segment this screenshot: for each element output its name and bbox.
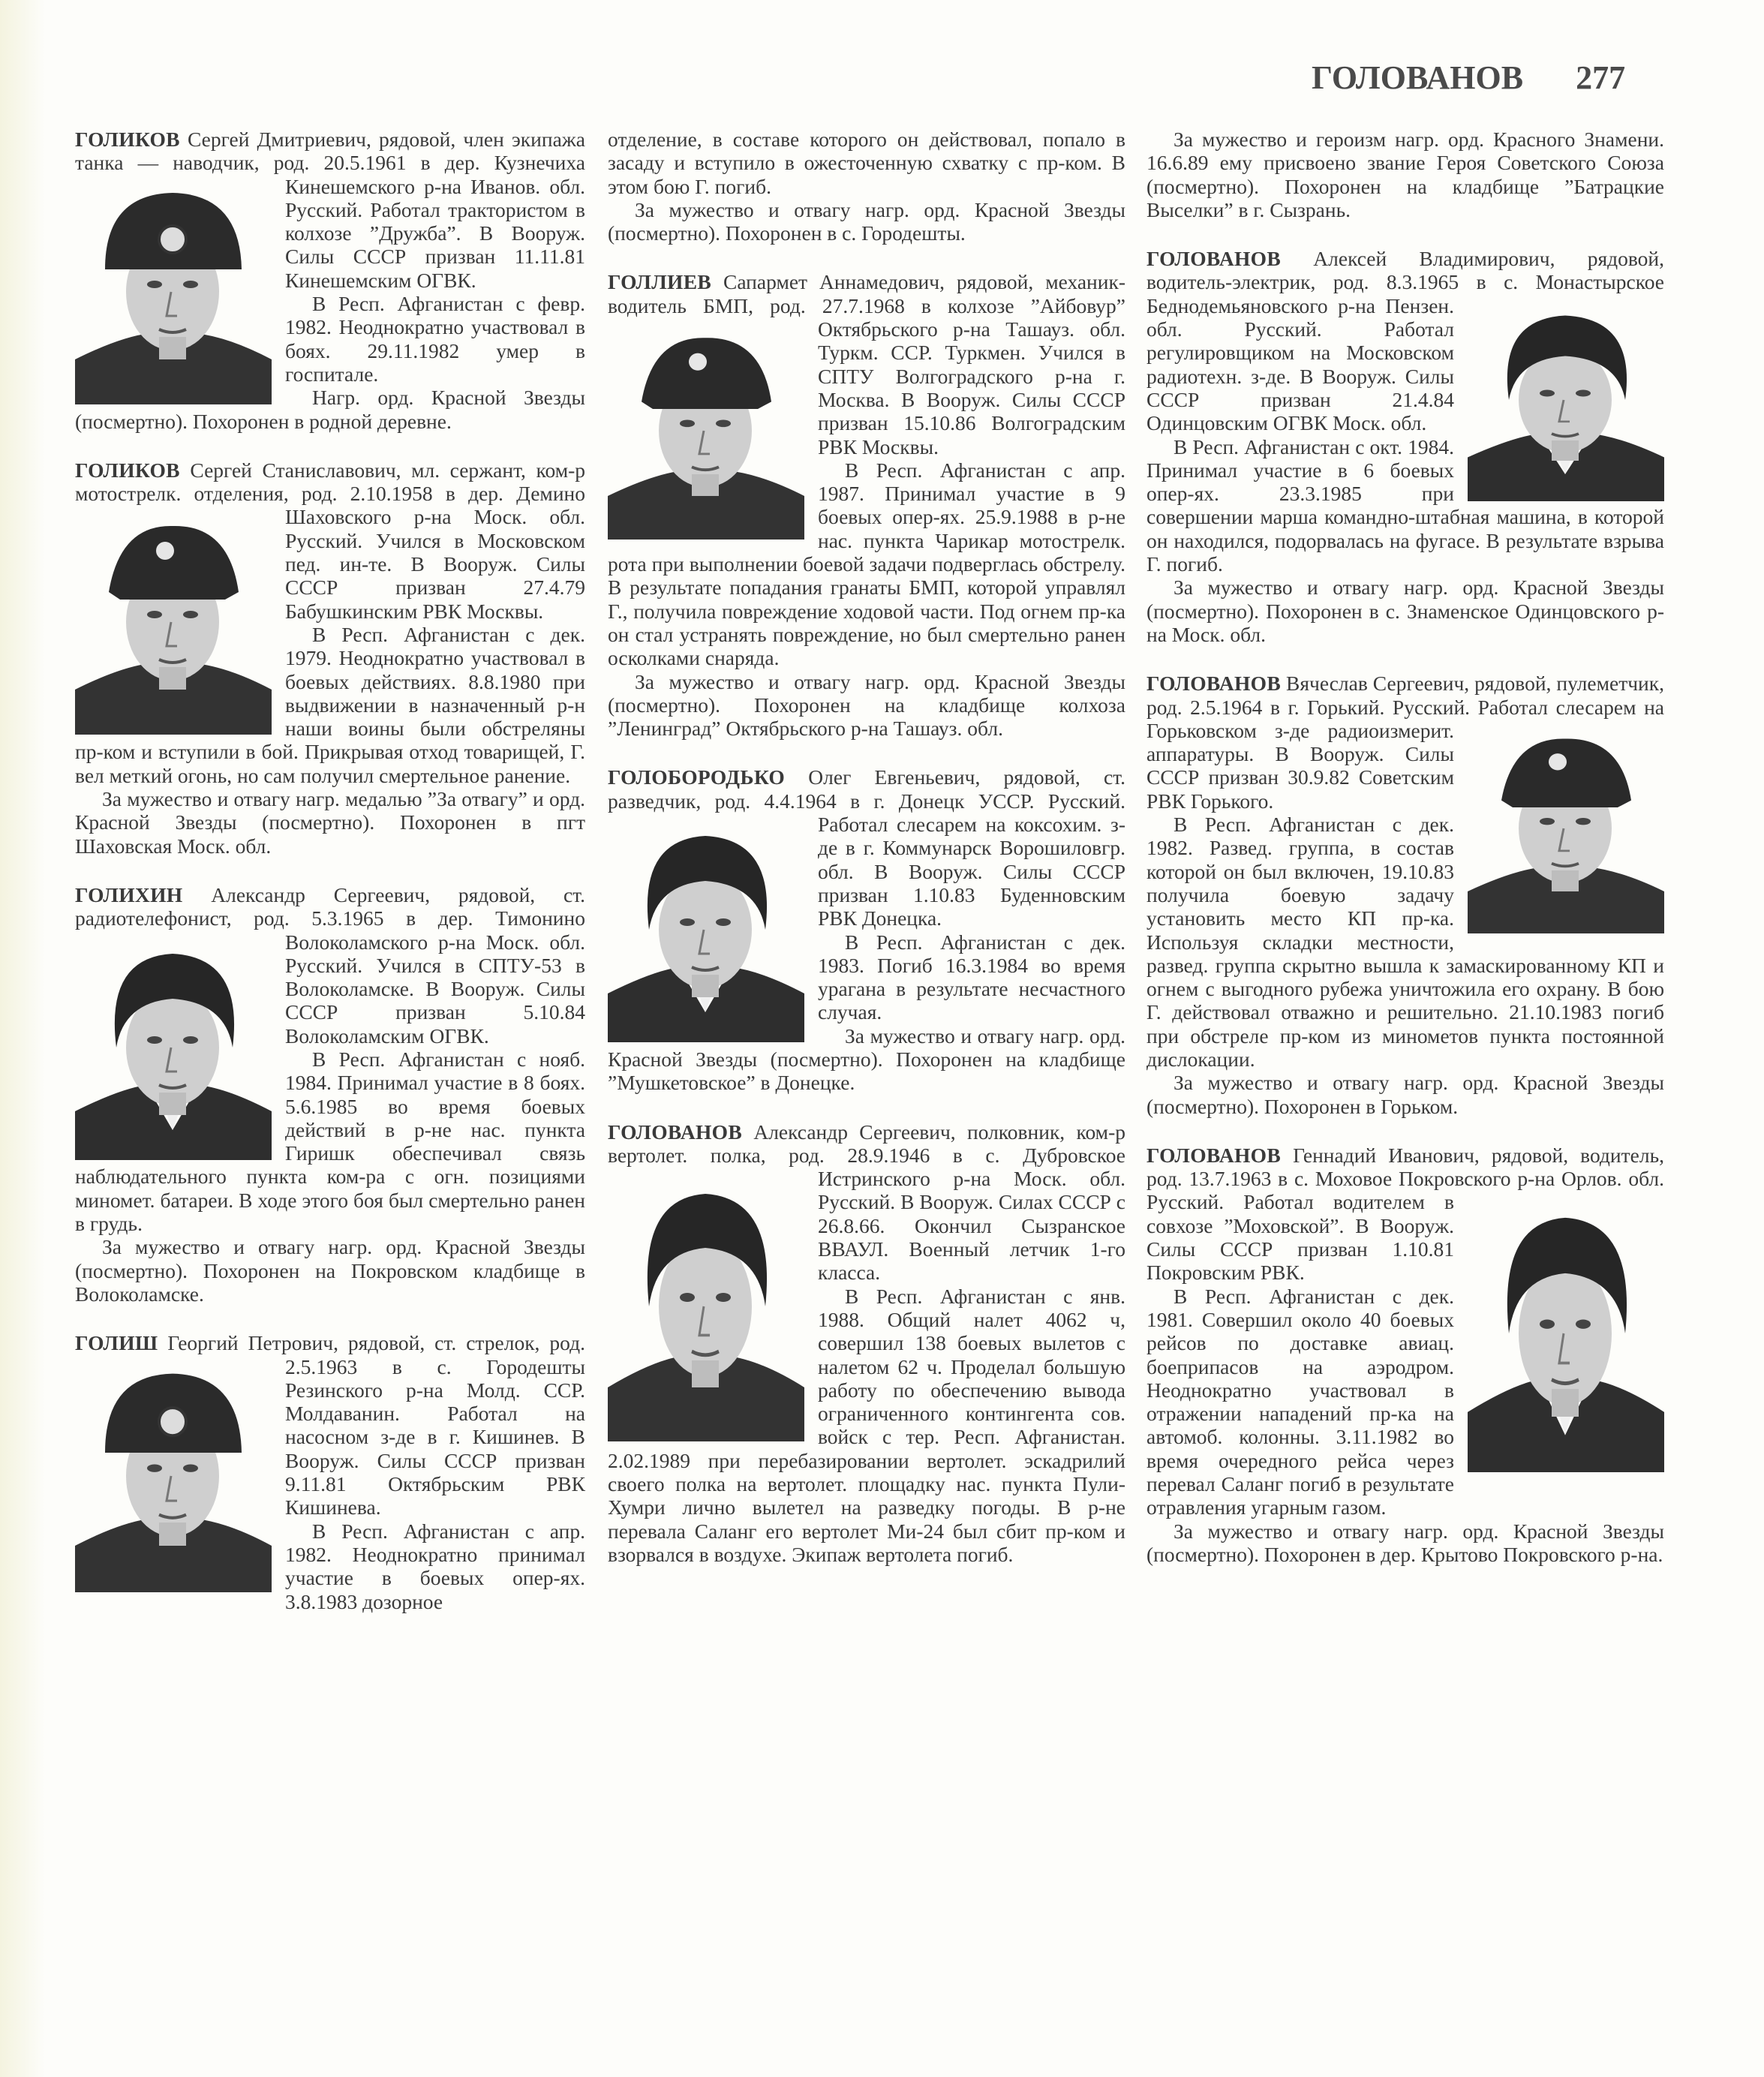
portrait-photo — [75, 509, 272, 735]
entry-surname: ГОЛИКОВ — [75, 458, 180, 482]
entry-paragraph: В Респ. Афганистан с апр. 1982. Неоднократно принимал участие в боевых опер-ях. 3.8.1983 дозорное — [285, 1519, 585, 1613]
entry-golish-continued — [608, 128, 1125, 245]
entry-paragraph: отделение, в составе которого он действовал, попало в засаду и вступило в ожесточенную схватку с пр-ком. В этом бою Г. погиб. — [608, 128, 1125, 198]
page-edge-shadow — [0, 0, 45, 2077]
entry-surname: ГОЛИХИН — [75, 882, 183, 906]
entry-paragraph: За мужество и отвагу нагр. орд. Красной Звезды (посмертно). Похоронен на кладбище ”Мушкетовское” в Донецке. — [608, 1023, 1125, 1095]
portrait-image-icon — [608, 817, 804, 1042]
entry-golikov-sergey-stanislavovich — [75, 458, 585, 858]
text-column-1 — [75, 128, 585, 1639]
running-head — [1312, 59, 1625, 97]
entry-paragraph: Нагр. орд. Красной Звезды (посмертно). Похоронен в родной деревне. — [75, 386, 585, 433]
entry-golovanov-gennadiy — [1146, 1144, 1664, 1566]
portrait-image-icon — [75, 509, 272, 735]
entry-surname: ГОЛИШ — [75, 1331, 158, 1355]
entry-golovanov-aleksandr-continued — [1146, 128, 1664, 221]
entry-paragraph: В Респ. Афганистан с дек. 1982. Развед. группа, в состав которой он был включен, 19.10.83 получила боевую задачу установить место КП пр-ка. Используя складки местности, развед. группа скрытно вышла к замаскированному КП и огнем с выгодного рубежа уничтожила его охрану. В бою Г. действовал отважно и решительно. 21.10.1983 погиб при обстреле пр-ком из минометов пункта постоянной дислокации. — [1146, 813, 1664, 1071]
portrait-photo — [1468, 299, 1664, 501]
entry-text: Сергей Станиславович, мл. сержант, ком-р мотострелк. отделения, род. 2.10.1958 в дер. Демино Шаховского р-на Моск. обл. Русский. Учился в Московском пед. ин-те. В Вооруж. Силы СССР призван 27.4.79 Бабушкинским РВК Москвы. — [75, 458, 586, 623]
entry-paragraph: В Респ. Афганистан с апр. 1987. Принимал участие в 9 боевых опер-ях. 25.9.1988 в р-не нас. пункта Чарикар мотострелк. рота при выполнении боевой задачи подверглась обстрелу. В результате попадания гранаты БМП, которой управлял Г., получила повреждение ходовой части. Под огнем пр-ка он стал устранять повреждение, но был смертельно ранен осколками снаряда. — [608, 458, 1125, 670]
entry-surname: ГОЛОВАНОВ — [1146, 247, 1282, 271]
entry-golikov-sergey-dmitrievich — [75, 128, 585, 433]
entry-surname: ГОЛЛИЕВ — [608, 270, 711, 294]
entry-surname: ГОЛОВАНОВ — [608, 1120, 743, 1144]
entry-paragraph: За мужество и отвагу нагр. медалью ”За отвагу” и орд. Красной Звезды (посмертно). Похоронен в пгт Шаховская Моск. обл. — [75, 787, 585, 858]
entry-goloborodko — [608, 765, 1125, 1094]
entry-paragraph: В Респ. Афганистан с окт. 1984. Принимал участие в 6 боевых опер-ях. 23.3.1985 при совершении марша командно-штабная машина, в которой он находился, подорвалась на фугасе. В результате взрыва Г. погиб. — [1146, 434, 1664, 576]
entry-golish — [75, 1331, 585, 1613]
entry-paragraph: За мужество и отвагу нагр. орд. Красной Звезды (посмертно). Похоронен в Горьком. — [1146, 1071, 1664, 1118]
entry-text: Сапармет Аннамедович, рядовой, механик-водитель БМП, род. 27.7.1968 в колхозе ”Айбовур” Октябрьского р-на Ташауз. обл. Туркм. ССР. Туркмен. Учился в СПТУ Волгоградского р-на г. Москва. В Вооруж. Силы СССР призван 15.10.86 Волгоградским РВК Москвы. — [608, 270, 1126, 458]
text-column-2 — [608, 128, 1125, 1592]
entry-surname: ГОЛОБОРОДЬКО — [608, 765, 786, 789]
entry-golovanov-vyacheslav — [1146, 672, 1664, 1118]
entry-golovanov-aleksandr — [608, 1120, 1125, 1567]
portrait-photo — [608, 322, 804, 540]
entry-text: Георгий Петрович, рядовой, ст. стрелок, род. 2.5.1963 в с. Городешты Резинского р-на Молд. ССР. Молдаванин. Работал на насосном з-де в г. Кишинев. В Вооруж. Силы СССР призван 9.11.81 Октябрьским РВК Кишинева. — [167, 1331, 585, 1519]
portrait-image-icon — [608, 322, 804, 540]
entry-paragraph: За мужество и отвагу нагр. орд. Красной Звезды (посмертно). Похоронен на кладбище колхоза ”Ленинград” Октябрьского р-на Ташауз. обл. — [608, 669, 1125, 741]
portrait-photo — [75, 179, 272, 404]
entry-paragraph: За мужество и отвагу нагр. орд. Красной Звезды (посмертно). Похоронен в с. Городешты. — [608, 197, 1125, 245]
entry-paragraph: В Респ. Афганистан с дек. 1983. Погиб 16.3.1984 во время урагана в результате несчастного случая. — [818, 930, 1125, 1024]
page-number: 277 — [1576, 59, 1626, 96]
entry-text: Сергей Дмитриевич, рядовой, член экипажа танка — наводчик, род. 20.5.1961 в дер. Кузнечиха Кинешемского р-на Иванов. обл. Русский. Работал трактористом в колхозе ”Дружба”. В Вооруж. Силы СССР призван 11.11.81 Кинешемским ОГВК. — [75, 128, 585, 292]
portrait-photo — [1468, 723, 1664, 933]
entry-golovanov-aleksey — [1146, 247, 1664, 646]
entry-paragraph: В Респ. Афганистан с дек. 1981. Совершил около 40 боевых рейсов по доставке авиац. боеприпасов на аэродром. Неоднократно участвовал в отражении нападений пр-ка на автомоб. колонны. 3.11.1982 во время очередного рейса через перевал Саланг погиб в результате отравления угарным газом. — [1146, 1284, 1454, 1519]
running-head-title: ГОЛОВАНОВ — [1312, 59, 1524, 96]
portrait-photo — [75, 935, 272, 1160]
entry-golliev — [608, 270, 1125, 740]
portrait-image-icon — [75, 179, 272, 404]
portrait-photo — [1468, 1195, 1664, 1472]
text-column-3 — [1146, 128, 1664, 1592]
entry-golikhin — [75, 883, 585, 1306]
entry-paragraph: В Респ. Афганистан с февр. 1982. Неоднократно участвовал в боях. 29.11.1982 умер в госпитале. — [285, 292, 585, 386]
entry-text: Алексей Владимирович, рядовой, водитель-электрик, род. 8.3.1965 в с. Монастырское Беднодемьяновского р-на Пензен. обл. Русский. Работал регулировщиком на Московском радиотехн. з-де. В Вооруж. Силы СССР призван 21.4.84 Одинцовским ОГВК Моск. обл. — [1146, 247, 1665, 435]
entry-paragraph: За мужество и героизм нагр. орд. Красного Знамени. 16.6.89 ему присвоено звание Героя Советского Союза (посмертно). Похоронен на кладбище ”Батрацкие Выселки” в г. Сызрань. — [1146, 128, 1664, 221]
entry-text: Александр Сергеевич, рядовой, ст. радиотелефонист, род. 5.3.1965 в дер. Тимонино Волоколамского р-на Моск. обл. Русский. Учился в СПТУ-53 в Волоколамске. В Вооруж. Силы СССР призван 5.10.84 Волоколамским ОГВК. — [75, 882, 585, 1048]
portrait-photo — [75, 1360, 272, 1592]
entry-paragraph: За мужество и отвагу нагр. орд. Красной Звезды (посмертно). Похоронен на Покровском кладбище в Волоколамске. — [75, 1235, 585, 1306]
portrait-image-icon — [1468, 1195, 1664, 1472]
entry-paragraph: В Респ. Афганистан с нояб. 1984. Принимал участие в 8 боях. 5.6.1985 во время боевых действий в р-не нас. пункта Гиришк обеспечивал связь наблюдательного пункта ком-ра с огн. позициями миномет. батареи. В ходе этого боя был смертельно ранен в грудь. — [75, 1047, 585, 1236]
entry-text: Геннадий Иванович, рядовой, водитель, род. 13.7.1963 в с. Моховое Покровского р-на Орлов. обл. Русский. Работал водителем в совхозе ”Моховской”. В Вооруж. Силы СССР призван 1.10.81 Покровским РВК. — [1146, 1143, 1664, 1285]
entry-surname: ГОЛИКОВ — [75, 128, 180, 151]
entry-text: Вячеслав Сергеевич, рядовой, пулеметчик, род. 2.5.1964 в г. Горький. Русский. Работал слесарем на Горьковском з-де радиоизмерит. аппаратуры. В Вооруж. Силы СССР призван 30.9.82 Советским РВК Горького. — [1146, 672, 1665, 813]
portrait-image-icon — [608, 1171, 804, 1441]
entry-text: Александр Сергеевич, полковник, ком-р вертолет. полка, род. 28.9.1946 в с. Дубровское Истринского р-на Моск. обл. Русский. В Вооруж. Силах СССР с 26.8.66. Окончил Сызранское ВВАУЛ. Военный летчик 1-го класса. — [608, 1120, 1125, 1285]
entry-text: Олег Евгеньевич, рядовой, ст. разведчик, род. 4.4.1964 в г. Донецк УССР. Русский. Работал слесарем на коксохим. з-де в г. Коммунарск Ворошиловгр. обл. В Вооруж. Силы СССР призван 1.10.83 Буденновским РВК Донецка. — [608, 765, 1126, 930]
portrait-image-icon — [75, 1360, 272, 1592]
portrait-image-icon — [1468, 299, 1664, 501]
portrait-image-icon — [1468, 723, 1664, 933]
entry-paragraph: В Респ. Афганистан с дек. 1979. Неоднократно участвовал в боевых действиях. 8.8.1980 при выдвижении в назначенный р-н наши воины были обстреляны пр-ком и вступили в бой. Прикрывая отход товарищей, Г. вел меткий огонь, но сам получил смертельное ранение. — [75, 622, 585, 787]
entry-surname: ГОЛОВАНОВ — [1146, 672, 1282, 696]
entry-paragraph: В Респ. Афганистан с янв. 1988. Общий налет 4062 ч, совершил 138 боевых вылетов с налетом 62 ч. Проделал большую работу по обеспечению вывода ограниченного контингента сов. войск с тер. Респ. Афганистан. 2.02.1989 при перебазировании вертолет. эскадрилий своего полка на вертолет. площадку нас. пункта Пули-Хумри лично вылетел на разведку погоды. В р-не перевала Саланг его вертолет Ми-24 был сбит пр-ком и взорвался в воздухе. Экипаж вертолета погиб. — [608, 1284, 1125, 1566]
portrait-photo — [608, 1171, 804, 1441]
portrait-photo — [608, 817, 804, 1042]
entry-surname: ГОЛОВАНОВ — [1146, 1143, 1282, 1167]
portrait-image-icon — [75, 935, 272, 1160]
entry-paragraph: За мужество и отвагу нагр. орд. Красной Звезды (посмертно). Похоронен в с. Знаменское Одинцовского р-на Моск. обл. — [1146, 576, 1664, 646]
entry-paragraph: За мужество и отвагу нагр. орд. Красной Звезды (посмертно). Похоронен в дер. Крытово Покровского р-на. — [1146, 1519, 1664, 1566]
